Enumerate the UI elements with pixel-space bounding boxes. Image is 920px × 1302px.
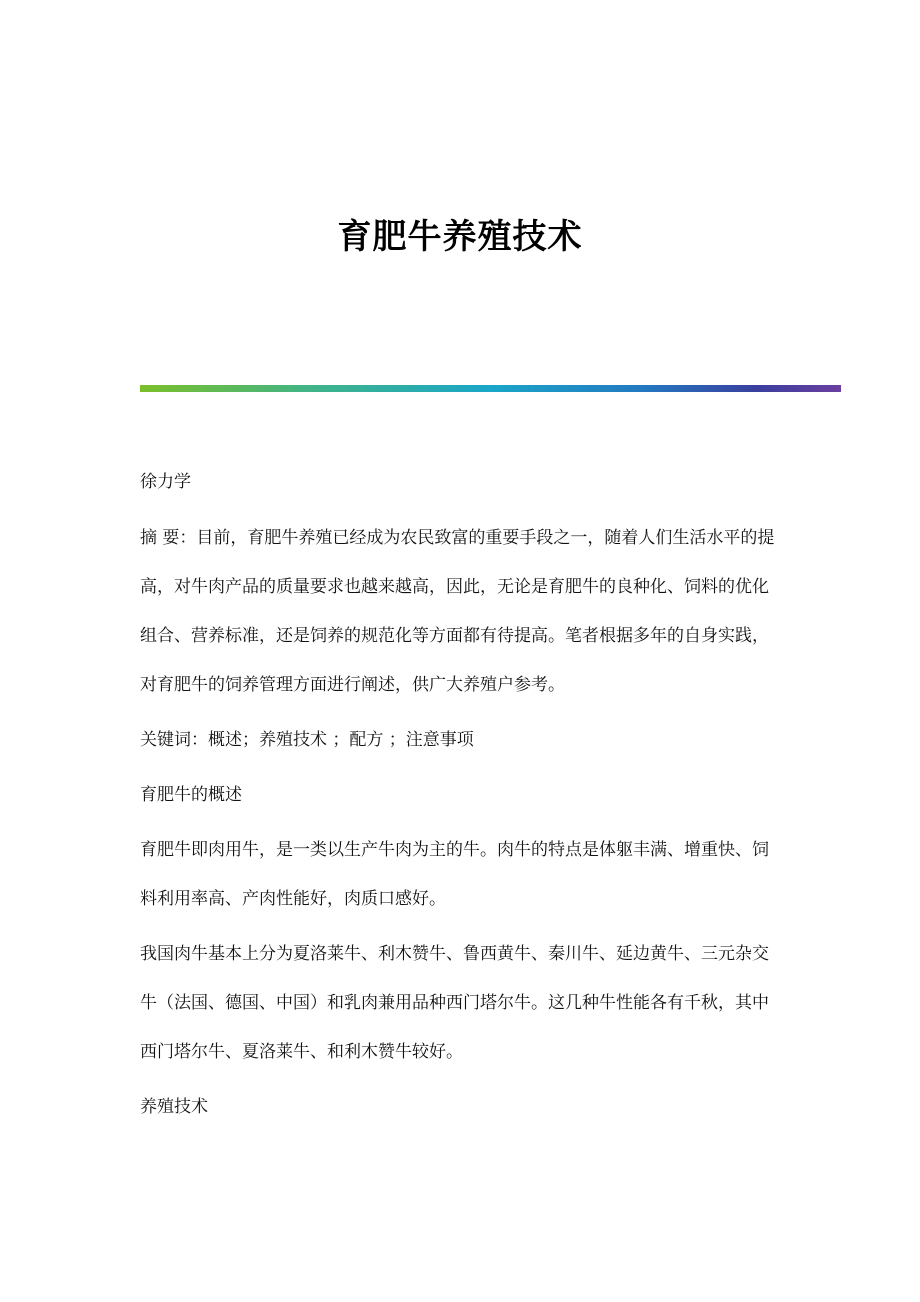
title-divider [140,385,841,392]
overview-paragraph-2: 我国肉牛基本上分为夏洛莱牛、利木赞牛、鲁西黄牛、秦川牛、延边黄牛、三元杂交牛（法国、德国、中国）和乳肉兼用品种西门塔尔牛。这几种牛性能各有千秋，其中西门塔尔牛、夏洛莱牛、和利木赞牛较好。 [140,944,769,1062]
section-heading-overview: 育肥牛的概述 [140,785,242,805]
document-body [140,470,785,1138]
abstract-paragraph: 摘 要：目前，育肥牛养殖已经成为农民致富的重要手段之一，随着人们生活水平的提高，对牛肉产品的质量要求也越来越高，因此，无论是育肥牛的良种化、饲料的优化组合、营养标准，还是饲养的规范化等方面都有待提高。笔者根据多年的自身实践，对育肥牛的饲养管理方面进行阐述，供广大养殖户参考。 [140,528,775,695]
overview-paragraph-1: 育肥牛即肉用牛，是一类以生产牛肉为主的牛。肉牛的特点是体躯丰满、增重快、饲料利用率高、产肉性能好，肉质口感好。 [140,840,769,909]
document-title: 育肥牛养殖技术 [337,217,583,257]
section-heading-techniques: 养殖技术 [140,1097,208,1117]
author-name: 徐力学 [140,472,191,492]
keywords-line: 关键词：概述；养殖技术 ；配方 ；注意事项 [140,730,474,750]
